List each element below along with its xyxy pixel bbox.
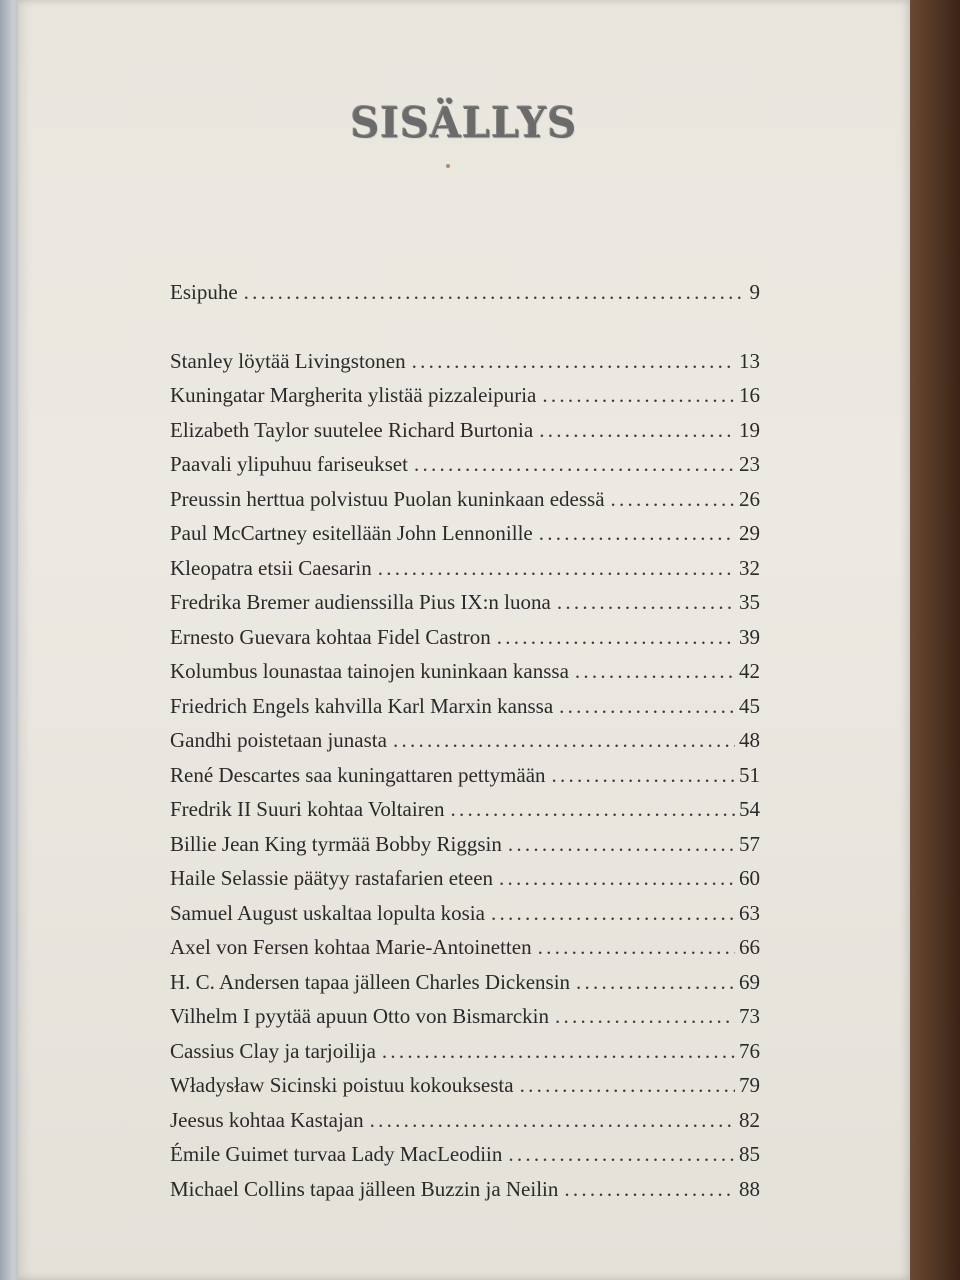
toc-entry-title: Michael Collins tapaa jälleen Buzzin ja Neilin <box>170 1176 559 1201</box>
toc-entry-title: Billie Jean King tyrmää Bobby Riggsin <box>170 831 502 856</box>
toc-row <box>170 625 760 660</box>
toc-row <box>170 728 760 763</box>
toc-entry-title: Paavali ylipuhuu fariseukset <box>170 452 408 476</box>
toc-row <box>170 1108 760 1143</box>
toc-row <box>170 866 760 901</box>
toc-page-number: 39 <box>739 624 760 649</box>
toc-row <box>170 590 760 625</box>
dot-leader <box>542 383 735 408</box>
toc-entry-title: Elizabeth Taylor suutelee Richard Burtonia <box>170 417 534 442</box>
dot-leader <box>539 418 735 443</box>
dot-leader <box>557 590 735 615</box>
toc-entry-title: Ernesto Guevara kohtaa Fidel Castron <box>170 624 491 649</box>
toc-page-number: 85 <box>739 1142 760 1166</box>
toc-entry-title: Haile Selassie päätyy rastafarien eteen <box>170 866 494 890</box>
dot-leader <box>414 452 735 477</box>
dot-leader <box>559 694 735 719</box>
dot-leader <box>382 1039 735 1064</box>
toc-row <box>170 556 760 591</box>
toc-entry-title: Gandhi poistetaan junasta <box>170 728 387 752</box>
toc-entry-title: Axel von Fersen kohtaa Marie-Antoinetten <box>170 935 532 959</box>
toc-entry-title: Esipuhe <box>170 280 238 304</box>
book-page <box>18 0 910 1280</box>
page-title: SISÄLLYS <box>350 98 578 149</box>
toc-entry-title: Kuningatar Margherita ylistää pizzaleipuria <box>170 383 537 407</box>
toc-row <box>170 1073 760 1108</box>
toc-entry-title: Paul McCartney esitellään John Lennonille <box>170 521 533 545</box>
toc-page-number: 13 <box>739 348 760 373</box>
dot-leader <box>539 521 735 546</box>
dot-leader <box>575 659 735 684</box>
toc-row <box>170 935 760 970</box>
dot-leader <box>393 728 735 753</box>
toc-page-number: 66 <box>739 935 760 959</box>
toc-page-number: 29 <box>739 521 760 545</box>
toc-entry-title: Władysław Sicinski poistuu kokouksesta <box>170 1073 514 1097</box>
toc-entry-title: René Descartes saa kuningattaren pettymään <box>170 762 546 787</box>
toc-row <box>170 970 760 1005</box>
toc-row <box>170 452 760 487</box>
toc-page-number: 45 <box>739 693 760 718</box>
toc-row <box>170 1004 760 1039</box>
toc-entry-title: Kleopatra etsii Caesarin <box>170 555 372 580</box>
toc-page-number: 54 <box>739 797 760 821</box>
toc-entry-title: Friedrich Engels kahvilla Karl Marxin kanssa <box>170 693 554 718</box>
toc-row <box>170 1039 760 1074</box>
toc-page-number: 69 <box>739 969 760 994</box>
toc-row <box>170 694 760 729</box>
dot-leader <box>412 349 735 374</box>
toc-page-number: 26 <box>739 486 760 511</box>
ornament-dot <box>446 164 450 168</box>
dot-leader <box>370 1108 735 1133</box>
book-cover-edge <box>908 0 960 1280</box>
toc-page-number: 42 <box>739 659 760 683</box>
toc-row <box>170 383 760 418</box>
toc-row <box>170 659 760 694</box>
dot-leader <box>508 1142 735 1167</box>
toc-page-number: 48 <box>739 728 760 752</box>
toc-page-number: 9 <box>749 280 760 304</box>
toc-page-number: 60 <box>739 866 760 890</box>
toc-page-number: 35 <box>739 590 760 614</box>
toc-row <box>170 1177 760 1212</box>
dot-leader <box>378 556 735 581</box>
dot-leader <box>555 1004 735 1029</box>
toc-page-number: 57 <box>739 831 760 856</box>
toc-row <box>170 797 760 832</box>
toc-row <box>170 487 760 522</box>
table-of-contents <box>170 280 760 1211</box>
toc-page-number: 63 <box>739 900 760 925</box>
toc-entry-title: Cassius Clay ja tarjoilija <box>170 1038 376 1063</box>
toc-row <box>170 763 760 798</box>
dot-leader <box>497 625 735 650</box>
dot-leader <box>244 280 746 305</box>
dot-leader <box>451 797 735 822</box>
dot-leader <box>576 970 735 995</box>
dot-leader <box>552 763 735 788</box>
dot-leader <box>491 901 735 926</box>
toc-page-number: 16 <box>739 383 760 407</box>
toc-entry-title: Stanley löytää Livingstonen <box>170 348 406 373</box>
dot-leader <box>564 1177 735 1202</box>
toc-page-number: 73 <box>739 1004 760 1028</box>
toc-page-number: 32 <box>739 555 760 580</box>
dot-leader <box>538 935 735 960</box>
toc-row <box>170 349 760 384</box>
toc-page-number: 82 <box>739 1107 760 1132</box>
dot-leader <box>508 832 735 857</box>
toc-entry-title: Kolumbus lounastaa tainojen kuninkaan kanssa <box>170 659 569 683</box>
toc-entry-title: Fredrik II Suuri kohtaa Voltairen <box>170 797 445 821</box>
toc-row-preface <box>170 280 760 315</box>
toc-entry-title: Fredrika Bremer audienssilla Pius IX:n luona <box>170 590 551 614</box>
toc-row <box>170 418 760 453</box>
toc-page-number: 51 <box>739 762 760 787</box>
toc-page-number: 88 <box>739 1176 760 1201</box>
toc-row <box>170 521 760 556</box>
toc-page-number: 79 <box>739 1073 760 1097</box>
toc-entry-title: Preussin herttua polvistuu Puolan kuninkaan edessä <box>170 486 605 511</box>
toc-entry-title: Samuel August uskaltaa lopulta kosia <box>170 900 485 925</box>
toc-entry-title: Émile Guimet turvaa Lady MacLeodiin <box>170 1142 503 1166</box>
toc-row <box>170 832 760 867</box>
toc-page-number: 23 <box>739 452 760 476</box>
toc-page-number: 76 <box>739 1038 760 1063</box>
toc-entry-title: Jeesus kohtaa Kastajan <box>170 1107 364 1132</box>
dot-leader <box>499 866 735 891</box>
toc-entry-title: Vilhelm I pyytää apuun Otto von Bismarckin <box>170 1004 550 1028</box>
toc-entry-title: H. C. Andersen tapaa jälleen Charles Dickensin <box>170 969 571 994</box>
dot-leader <box>520 1073 735 1098</box>
toc-page-number: 19 <box>739 417 760 442</box>
dot-leader <box>611 487 735 512</box>
toc-row <box>170 901 760 936</box>
toc-row <box>170 1142 760 1177</box>
